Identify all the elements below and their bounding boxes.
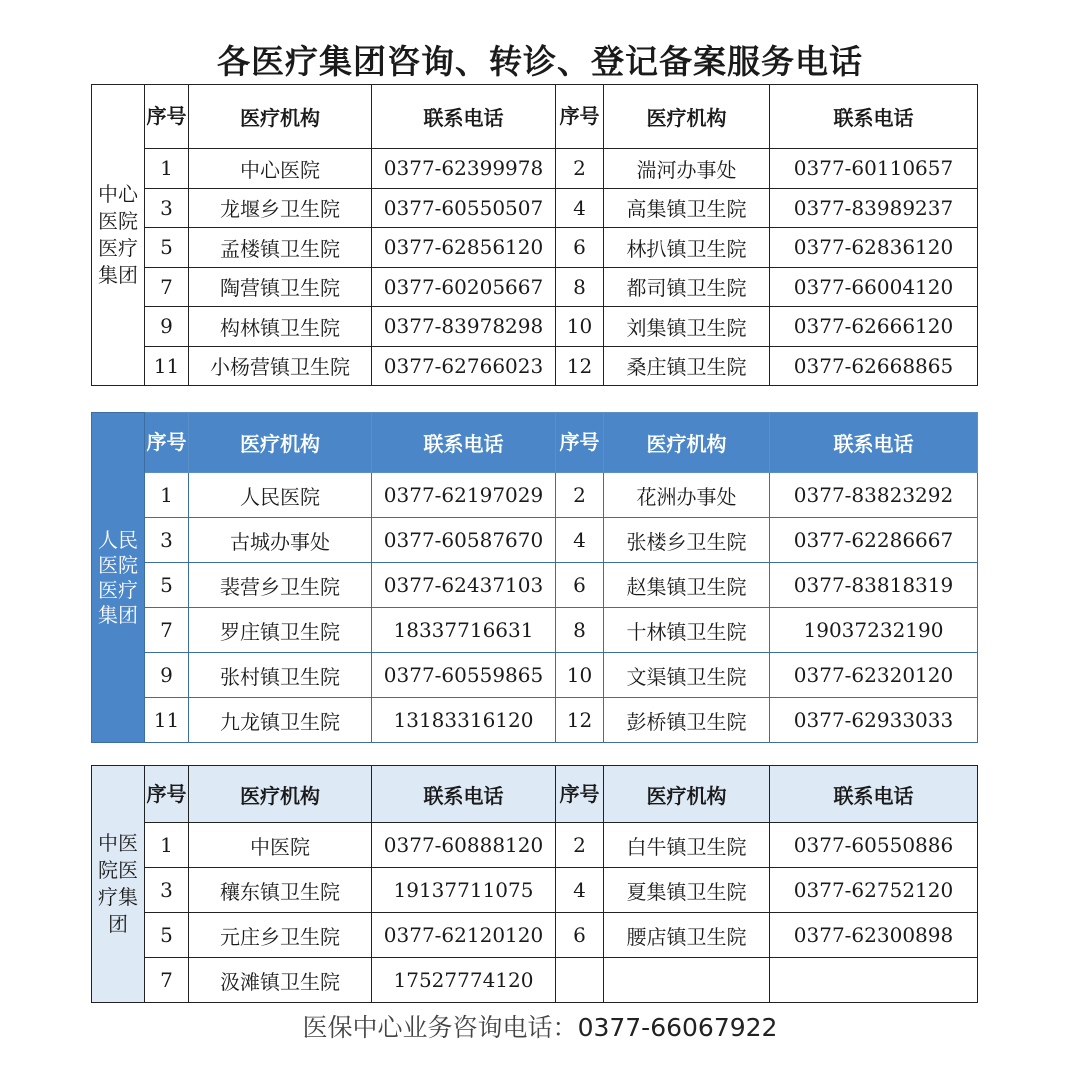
phone-cell: 0377-60559865	[372, 653, 556, 698]
header-row	[92, 85, 978, 149]
phone-cell: 0377-62399978	[372, 149, 556, 189]
seq-cell: 11	[145, 346, 189, 386]
institution-cell: 桑庄镇卫生院	[604, 346, 770, 386]
seq-cell: 10	[556, 653, 604, 698]
phone-cell	[770, 958, 978, 1003]
phone-cell: 17527774120	[372, 958, 556, 1003]
phone-cell: 13183316120	[372, 698, 556, 743]
phone-cell: 0377-60550507	[372, 188, 556, 228]
table-row	[92, 228, 978, 268]
seq-cell: 6	[556, 228, 604, 268]
phone-cell: 0377-62300898	[770, 913, 978, 958]
seq-cell: 6	[556, 913, 604, 958]
table-row	[92, 563, 978, 608]
institution-cell: 古城办事处	[189, 518, 372, 563]
institution-cell: 刘集镇卫生院	[604, 307, 770, 347]
institution-cell: 白牛镇卫生院	[604, 823, 770, 868]
phone-cell: 0377-62752120	[770, 868, 978, 913]
institution-cell: 罗庄镇卫生院	[189, 608, 372, 653]
phone-cell: 0377-62933033	[770, 698, 978, 743]
seq-cell: 6	[556, 563, 604, 608]
seq-cell: 12	[556, 698, 604, 743]
institution-cell: 湍河办事处	[604, 149, 770, 189]
institution-cell: 小杨营镇卫生院	[189, 346, 372, 386]
phone-cell: 19037232190	[770, 608, 978, 653]
insurance-hotline	[0, 1008, 1080, 1044]
institution-cell: 都司镇卫生院	[604, 267, 770, 307]
institution-cell: 汲滩镇卫生院	[189, 958, 372, 1003]
header-phone: 联系电话	[372, 413, 556, 473]
table-row	[92, 868, 978, 913]
seq-cell: 5	[145, 563, 189, 608]
header-seq: 序号	[556, 413, 604, 473]
header-institution: 医疗机构	[189, 85, 372, 149]
page-title: 各医疗集团咨询、转诊、登记备案服务电话	[217, 42, 863, 81]
institution-cell: 腰店镇卫生院	[604, 913, 770, 958]
institution-cell: 张村镇卫生院	[189, 653, 372, 698]
phone-cell: 0377-62666120	[770, 307, 978, 347]
header-seq: 序号	[145, 413, 189, 473]
phone-cell: 0377-62286667	[770, 518, 978, 563]
institution-cell: 林扒镇卫生院	[604, 228, 770, 268]
institution-cell: 中医院	[189, 823, 372, 868]
seq-cell: 7	[145, 608, 189, 653]
seq-cell: 7	[145, 267, 189, 307]
seq-cell: 2	[556, 473, 604, 518]
phone-cell: 18337716631	[372, 608, 556, 653]
seq-cell: 2	[556, 823, 604, 868]
institution-cell: 文渠镇卫生院	[604, 653, 770, 698]
header-seq: 序号	[556, 85, 604, 149]
seq-cell: 4	[556, 868, 604, 913]
seq-cell: 8	[556, 267, 604, 307]
institution-cell: 龙堰乡卫生院	[189, 188, 372, 228]
institution-cell: 九龙镇卫生院	[189, 698, 372, 743]
seq-cell: 5	[145, 913, 189, 958]
institution-cell: 赵集镇卫生院	[604, 563, 770, 608]
table-row	[92, 913, 978, 958]
header-institution: 医疗机构	[189, 413, 372, 473]
phone-cell: 0377-62320120	[770, 653, 978, 698]
header-phone: 联系电话	[770, 766, 978, 823]
group-table-peoples-hospital	[91, 412, 978, 743]
table-row	[92, 149, 978, 189]
header-phone: 联系电话	[770, 85, 978, 149]
institution-cell: 彭桥镇卫生院	[604, 698, 770, 743]
phone-cell: 0377-83818319	[770, 563, 978, 608]
header-phone: 联系电话	[770, 413, 978, 473]
seq-cell: 9	[145, 307, 189, 347]
institution-cell: 构林镇卫生院	[189, 307, 372, 347]
seq-cell	[556, 958, 604, 1003]
seq-cell: 8	[556, 608, 604, 653]
phone-cell: 0377-62197029	[372, 473, 556, 518]
header-row	[92, 413, 978, 473]
header-phone: 联系电话	[372, 85, 556, 149]
institution-cell: 夏集镇卫生院	[604, 868, 770, 913]
table-row	[92, 188, 978, 228]
phone-cell: 0377-60110657	[770, 149, 978, 189]
table-row	[92, 267, 978, 307]
seq-cell: 10	[556, 307, 604, 347]
phone-cell: 0377-60888120	[372, 823, 556, 868]
table-row	[92, 473, 978, 518]
group-name: 人民医院医疗集团	[92, 413, 145, 743]
seq-cell: 5	[145, 228, 189, 268]
institution-cell: 高集镇卫生院	[604, 188, 770, 228]
group-table-central-hospital	[91, 84, 978, 386]
seq-cell: 3	[145, 188, 189, 228]
institution-cell: 孟楼镇卫生院	[189, 228, 372, 268]
institution-cell: 花洲办事处	[604, 473, 770, 518]
table-row	[92, 608, 978, 653]
institution-cell: 张楼乡卫生院	[604, 518, 770, 563]
header-seq: 序号	[556, 766, 604, 823]
institution-cell: 中心医院	[189, 149, 372, 189]
phone-cell: 0377-62766023	[372, 346, 556, 386]
seq-cell: 12	[556, 346, 604, 386]
seq-cell: 1	[145, 823, 189, 868]
phone-cell: 0377-60587670	[372, 518, 556, 563]
institution-cell: 陶营镇卫生院	[189, 267, 372, 307]
header-row	[92, 766, 978, 823]
header-seq: 序号	[145, 766, 189, 823]
header-institution: 医疗机构	[189, 766, 372, 823]
institution-cell: 裴营乡卫生院	[189, 563, 372, 608]
phone-cell: 0377-62668865	[770, 346, 978, 386]
insurance-hotline-label: 医保中心业务咨询电话：	[302, 1013, 578, 1042]
seq-cell: 4	[556, 188, 604, 228]
phone-cell: 0377-62856120	[372, 228, 556, 268]
table-row	[92, 698, 978, 743]
phone-cell: 0377-60205667	[372, 267, 556, 307]
phone-cell: 0377-62836120	[770, 228, 978, 268]
seq-cell: 2	[556, 149, 604, 189]
institution-cell: 元庄乡卫生院	[189, 913, 372, 958]
phone-cell: 0377-83989237	[770, 188, 978, 228]
seq-cell: 7	[145, 958, 189, 1003]
table-row	[92, 958, 978, 1003]
institution-cell: 人民医院	[189, 473, 372, 518]
insurance-hotline-phone: 0377-66067922	[577, 1013, 778, 1042]
table-row	[92, 346, 978, 386]
phone-cell: 0377-66004120	[770, 267, 978, 307]
phone-cell: 0377-83823292	[770, 473, 978, 518]
header-institution: 医疗机构	[604, 85, 770, 149]
table-row	[92, 823, 978, 868]
phone-cell: 0377-62120120	[372, 913, 556, 958]
table-row	[92, 653, 978, 698]
institution-cell	[604, 958, 770, 1003]
phone-cell: 19137711075	[372, 868, 556, 913]
seq-cell: 3	[145, 868, 189, 913]
seq-cell: 11	[145, 698, 189, 743]
group-table-tcm-hospital	[91, 765, 978, 1003]
seq-cell: 4	[556, 518, 604, 563]
header-seq: 序号	[145, 85, 189, 149]
phone-cell: 0377-83978298	[372, 307, 556, 347]
group-name: 中心医院医疗集团	[92, 85, 145, 386]
phone-cell: 0377-62437103	[372, 563, 556, 608]
header-institution: 医疗机构	[604, 766, 770, 823]
institution-cell: 十林镇卫生院	[604, 608, 770, 653]
seq-cell: 1	[145, 149, 189, 189]
institution-cell: 穰东镇卫生院	[189, 868, 372, 913]
phone-cell: 0377-60550886	[770, 823, 978, 868]
seq-cell: 3	[145, 518, 189, 563]
seq-cell: 1	[145, 473, 189, 518]
seq-cell: 9	[145, 653, 189, 698]
header-institution: 医疗机构	[604, 413, 770, 473]
group-name: 中医院医疗集团	[92, 766, 145, 1003]
table-row	[92, 518, 978, 563]
table-row	[92, 307, 978, 347]
header-phone: 联系电话	[372, 766, 556, 823]
